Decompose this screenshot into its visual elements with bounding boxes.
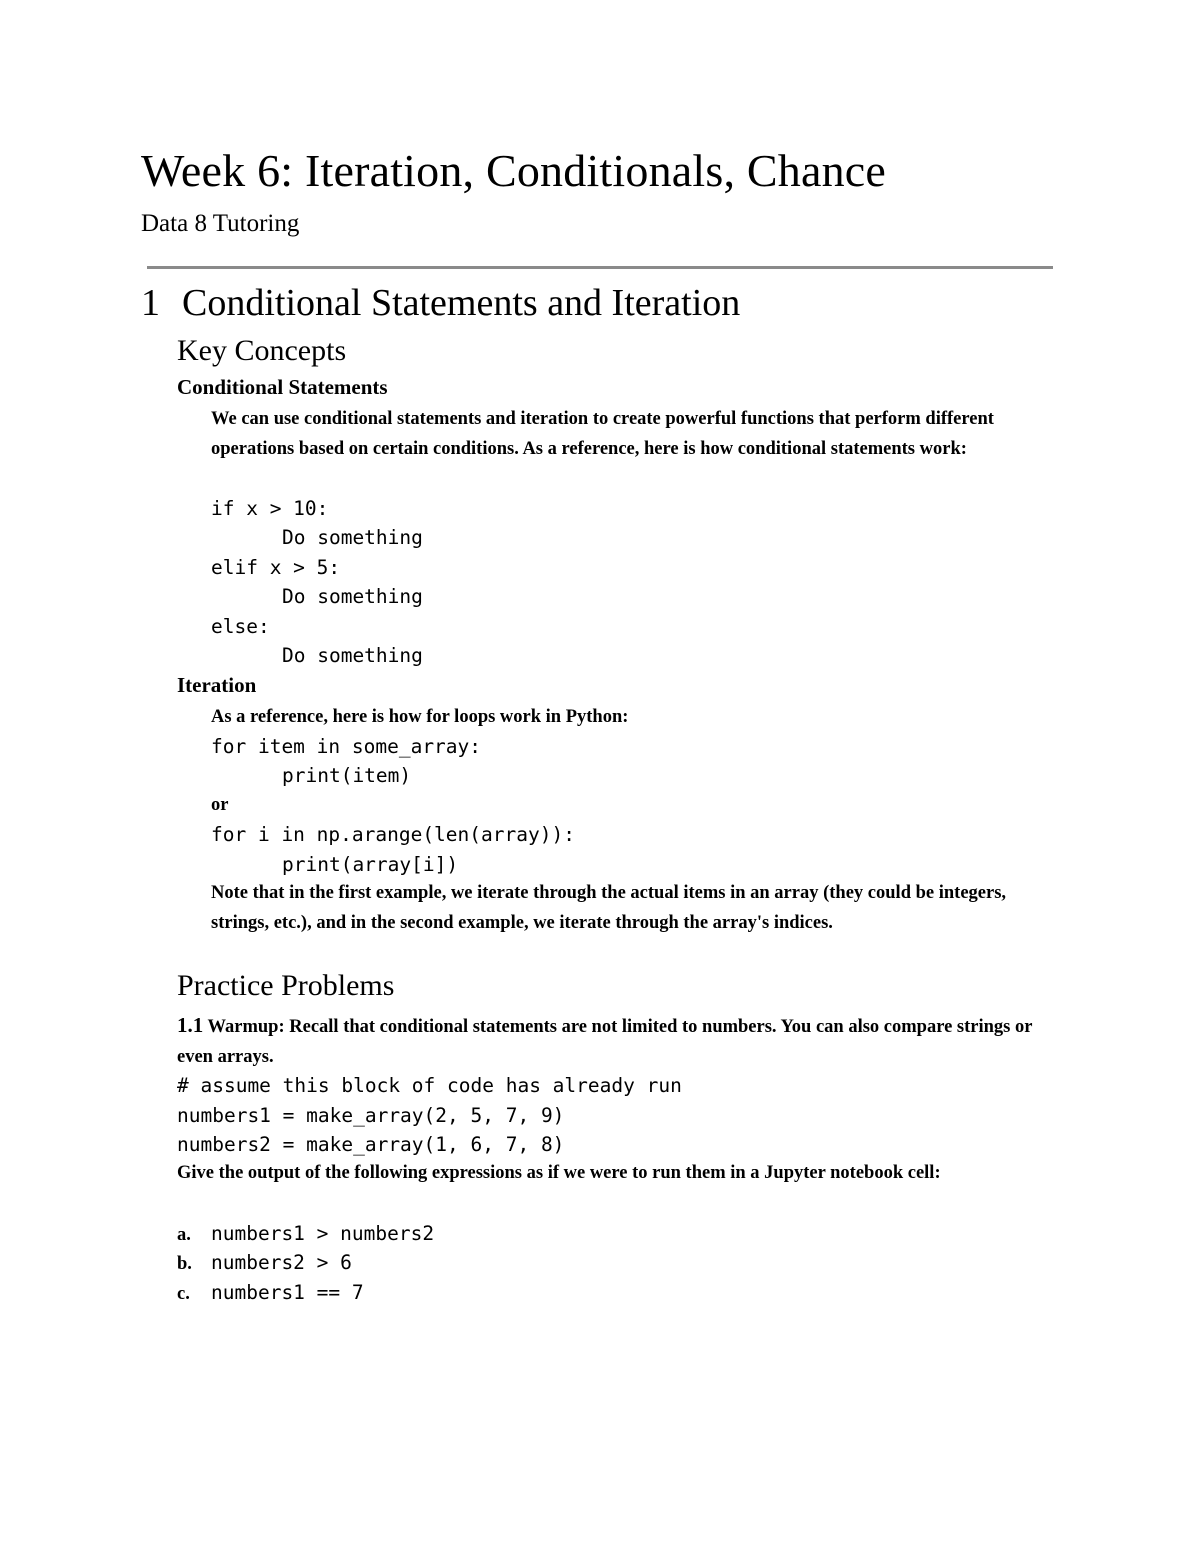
list-item [177, 1278, 364, 1310]
item-expression: numbers1 == 7 [211, 1281, 364, 1304]
code-line: if x > 10: [211, 497, 329, 520]
section-heading [141, 280, 740, 326]
list-item [177, 1219, 434, 1251]
conditional-statements-heading: Conditional Statements [177, 375, 388, 399]
list-item [177, 1248, 352, 1280]
code-line: numbers1 = make_array(2, 5, 7, 9) [177, 1104, 565, 1127]
key-concepts-heading: Key Concepts [177, 334, 347, 367]
or-label: or [211, 795, 229, 815]
problem-text: Warmup: Recall that conditional statements are not limited to numbers. You can also compare strings or even arrays. [177, 1017, 1033, 1067]
code-line: for item in some_array: [211, 735, 482, 758]
code-line: print(item) [282, 764, 412, 787]
iteration-heading: Iteration [177, 673, 257, 697]
code-line: # assume this block of code has already run [177, 1074, 682, 1097]
problem-number: 1.1 [177, 1013, 204, 1037]
section-number: 1 [141, 282, 160, 324]
code-line: else: [211, 615, 270, 638]
code-line: numbers2 = make_array(1, 6, 7, 8) [177, 1133, 565, 1156]
code-line: for i in np.arange(len(array)): [211, 823, 575, 846]
iteration-description: As a reference, here is how for loops work in Python: [211, 707, 629, 727]
problem-1-1 [177, 1011, 1037, 1072]
item-expression: numbers2 > 6 [211, 1251, 352, 1274]
code-line: elif x > 5: [211, 556, 341, 579]
item-letter: a. [177, 1225, 191, 1245]
item-letter: c. [177, 1284, 190, 1304]
section-title: Conditional Statements and Iteration [182, 282, 741, 324]
code-line: Do something [282, 526, 423, 549]
item-letter: b. [177, 1254, 192, 1274]
problem-instruction: Give the output of the following expressions as if we were to run them in a Jupyter notebook cell: [177, 1163, 941, 1183]
title-divider [147, 266, 1053, 269]
conditional-description: We can use conditional statements and iteration to create powerful functions that perform different operations based on certain conditions. As a reference, here is how conditional statements work: [211, 409, 994, 459]
document-title: Week 6: Iteration, Conditionals, Chance [141, 145, 887, 196]
code-line: print(array[i]) [282, 853, 459, 876]
code-line: Do something [282, 644, 423, 667]
item-expression: numbers1 > numbers2 [211, 1222, 435, 1245]
document-subtitle: Data 8 Tutoring [141, 210, 300, 237]
iteration-note: Note that in the first example, we iterate through the actual items in an array (they could be integers, strings, etc.), and in the second example, we iterate through the array's indices. [211, 883, 1007, 933]
practice-problems-heading: Practice Problems [177, 969, 395, 1002]
code-line: Do something [282, 585, 423, 608]
